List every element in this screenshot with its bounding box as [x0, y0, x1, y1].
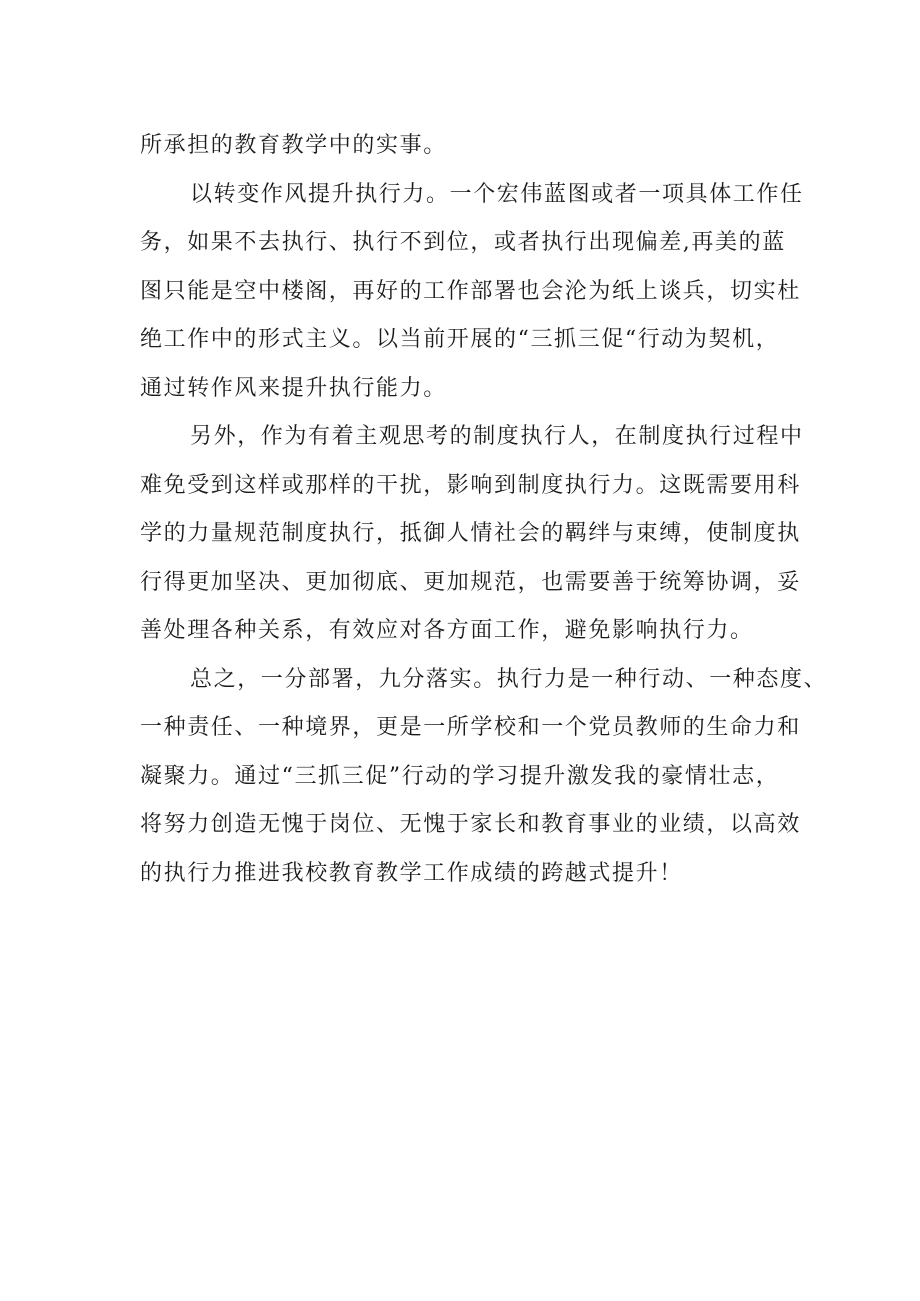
- text-line: 学的力量规范制度执行，抵御人情社会的羁绊与束缚，使制度执: [140, 521, 801, 546]
- text-line: 一种责任、一种境界，更是一所学校和一个党员教师的生命力和: [140, 715, 801, 740]
- paragraph-start-line: 总之，一分部署，九分落实。执行力是一种行动、一种态度、: [190, 666, 828, 692]
- text-line: 的执行力推进我校教育教学工作成绩的跨越式提升！: [140, 860, 683, 886]
- text-line: 务，如果不去执行、执行不到位，或者执行出现偏差,再美的蓝: [140, 230, 786, 255]
- text-line: 善处理各种关系，有效应对各方面工作，避免影响执行力。: [140, 618, 754, 643]
- text-line: 通过转作风来提升执行能力。: [140, 375, 447, 401]
- text-line: 图只能是空中楼阁，再好的工作部署也会沦为纸上谈兵，切实杜: [140, 278, 801, 304]
- text-line: 行得更加坚决、更加彻底、更加规范，也需要善于统筹协调，妥: [140, 569, 801, 595]
- text-line: 绝工作中的形式主义。以当前开展的“三抓三促“行动为契机，: [140, 327, 780, 352]
- paragraph-start-line: 另外，作为有着主观思考的制度执行人，在制度执行过程中: [190, 424, 804, 449]
- paragraph-start-line: 以转变作风提升执行力。一个宏伟蓝图或者一项具体工作任: [190, 181, 804, 207]
- text-line: 凝聚力。通过“三抓三促”行动的学习提升激发我的豪情壮志，: [140, 763, 780, 789]
- text-line: 难免受到这样或那样的干扰，影响到制度执行力。这既需要用科: [140, 472, 801, 498]
- text-line: 所承担的教育教学中的实事。: [140, 133, 447, 158]
- document-body: [140, 122, 828, 898]
- text-line: 将努力创造无愧于岗位、无愧于家长和教育事业的业绩，以高效: [140, 812, 801, 837]
